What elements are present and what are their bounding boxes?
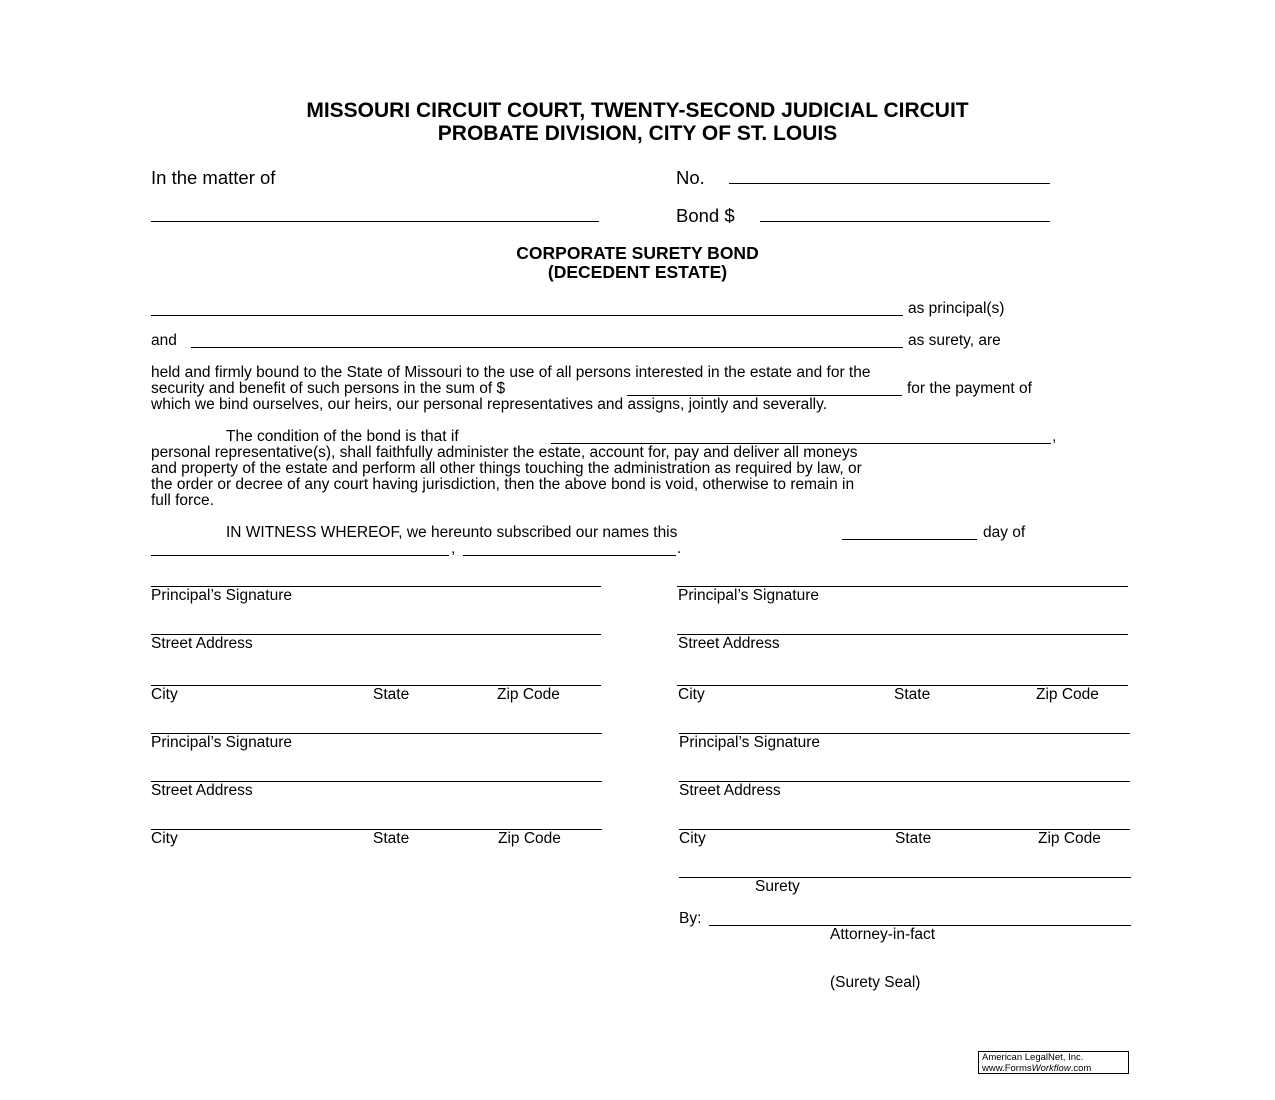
form-title: CORPORATE SURETY BOND <box>516 243 759 263</box>
body-text: held and firmly bound to the State of Missouri to the use of all persons interested in the estate and for the <box>151 364 871 381</box>
principal-suffix: as principal(s) <box>908 300 1005 317</box>
zip-label: Zip Code <box>498 830 561 847</box>
and-label: and <box>151 332 177 349</box>
body-text: , <box>1052 428 1057 445</box>
zip-label: Zip Code <box>1038 830 1101 847</box>
principal-signature-label: Principal’s Signature <box>679 734 821 751</box>
street-address-label: Street Address <box>679 782 781 799</box>
surety-name-field[interactable] <box>679 877 1131 878</box>
surety-name-field[interactable] <box>191 347 903 348</box>
form-subtitle: (DECEDENT ESTATE) <box>547 262 728 282</box>
body-text: The condition of the bond is that if <box>226 428 459 445</box>
body-text: day of <box>983 524 1026 541</box>
month-field[interactable] <box>151 555 449 556</box>
by-label: By: <box>679 910 702 927</box>
publisher-footer <box>978 1051 1129 1074</box>
body-text: and property of the estate and perform all other things touching the administration as required by law, or <box>151 460 862 477</box>
body-text: full force. <box>151 492 214 509</box>
case-no-label: No. <box>676 167 705 188</box>
matter-label: In the matter of <box>151 167 276 188</box>
surety-suffix: as surety, are <box>908 332 1001 349</box>
principal-signature-label: Principal’s Signature <box>151 587 293 604</box>
attorney-in-fact-label: Attorney-in-fact <box>830 926 936 943</box>
surety-seal-label: (Surety Seal) <box>830 974 921 991</box>
bond-amount-field[interactable] <box>760 221 1050 222</box>
principal-signature-label: Principal’s Signature <box>151 734 293 751</box>
zip-label: Zip Code <box>1036 686 1099 703</box>
division-name: PROBATE DIVISION, CITY OF ST. LOUIS <box>437 122 838 145</box>
state-label: State <box>373 830 410 847</box>
state-label: State <box>895 830 932 847</box>
court-name: MISSOURI CIRCUIT COURT, TWENTY-SECOND JUDICIAL CIRCUIT <box>306 99 969 122</box>
state-label: State <box>894 686 931 703</box>
city-label: City <box>679 830 706 847</box>
city-label: City <box>678 686 705 703</box>
body-text: personal representative(s), shall faithfully administer the estate, account for, pay and deliver all moneys <box>151 444 858 461</box>
publisher-url: www.FormsWorkflow.com <box>982 1062 1092 1074</box>
body-text: for the payment of <box>907 380 1032 397</box>
body-text: . <box>677 540 682 557</box>
body-text: IN WITNESS WHEREOF, we hereunto subscribed our names this <box>226 524 678 541</box>
principal-name-field[interactable] <box>151 315 903 316</box>
body-text: the order or decree of any court having jurisdiction, then the above bond is void, otherwise to remain in <box>151 476 855 493</box>
surety-label: Surety <box>755 878 800 895</box>
city-label: City <box>151 830 178 847</box>
street-address-label: Street Address <box>151 782 253 799</box>
city-label: City <box>151 686 178 703</box>
principal-signature-label: Principal’s Signature <box>678 587 820 604</box>
street-address-label: Street Address <box>678 635 780 652</box>
year-field[interactable] <box>463 555 676 556</box>
publisher-name: American LegalNet, Inc. <box>982 1052 1084 1063</box>
body-text: which we bind ourselves, our heirs, our personal representatives and assigns, jointly and severally. <box>151 396 828 413</box>
bond-amount-label: Bond $ <box>676 205 735 226</box>
matter-name-field[interactable] <box>151 221 599 222</box>
body-text: security and benefit of such persons in the sum of $ <box>151 380 506 397</box>
zip-label: Zip Code <box>497 686 560 703</box>
body-text: , <box>451 540 456 557</box>
case-no-field[interactable] <box>729 183 1050 184</box>
day-field[interactable] <box>842 539 977 540</box>
street-address-label: Street Address <box>151 635 253 652</box>
state-label: State <box>373 686 410 703</box>
